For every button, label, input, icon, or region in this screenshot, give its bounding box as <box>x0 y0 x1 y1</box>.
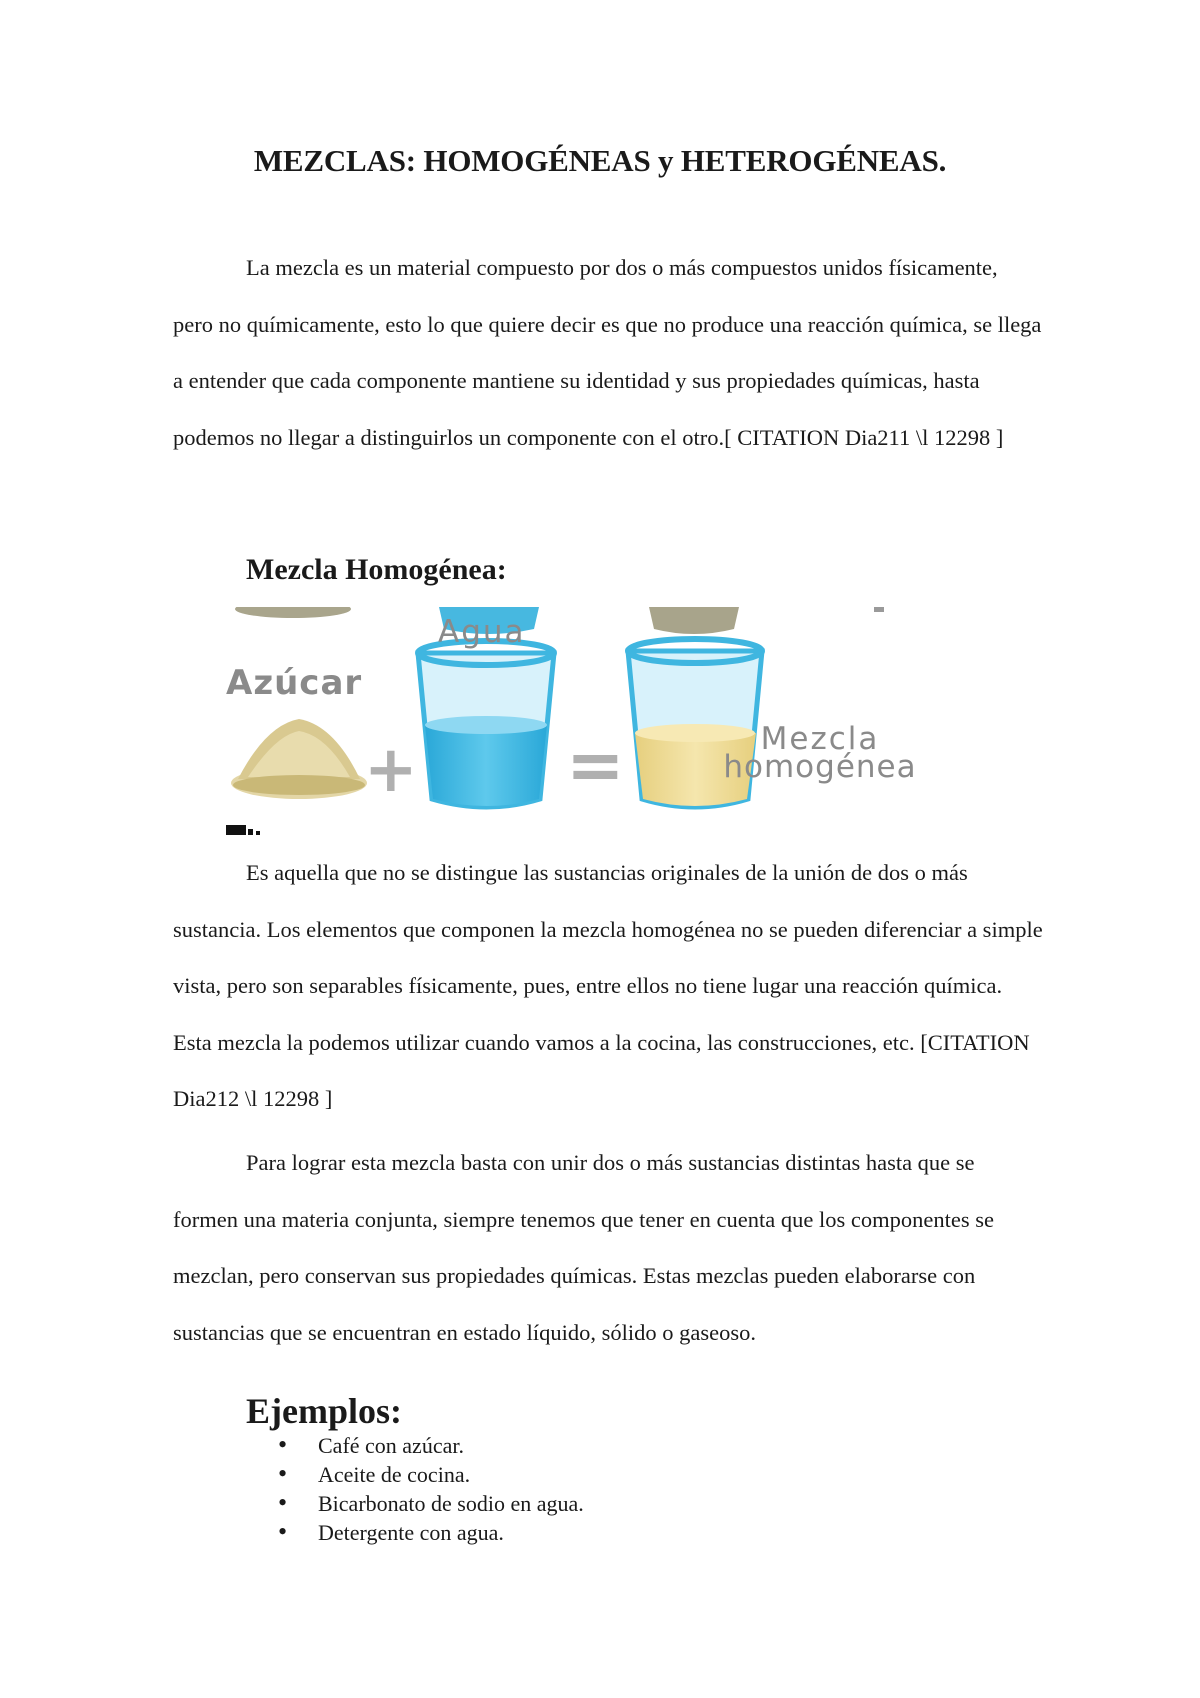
water-glass-icon <box>418 641 554 807</box>
intro-paragraph: La mezcla es un material compuesto por dos o más compuestos unidos físicamente, pero no químicamente, esto lo que quiere decir es que no produce una reacción química, se llega a entender que cada componente mantiene su identidad y sus propiedades químicas, hasta podemos no llegar a distinguirlos un componente con el otro.[ CITATION Dia211 \l 12298 ] <box>173 255 1042 450</box>
homogeneous-paragraph-1: Es aquella que no se distingue las sustancias originales de la unión de dos o más sustancia. Los elementos que componen la mezcla homogénea no se pueden diferenciar a simple vista, pero son separables físicamente, pues, entre ellos no tiene lugar una reacción química. Esta mezcla la podemos utilizar cuando vamos a la cocina, las construcciones, etc. [CITATION Dia212 \l 12298 ] <box>173 860 1043 1111</box>
section-heading-homogeneous: Mezcla Homogénea: <box>246 553 507 586</box>
examples-heading: Ejemplos: <box>246 1391 402 1431</box>
figure-label-water: Agua <box>438 614 526 650</box>
sugar-pile <box>231 719 367 799</box>
document-title: MEZCLAS: HOMOGÉNEAS y HETEROGÉNEAS. <box>253 143 947 178</box>
list-item: • Aceite de cocina. <box>276 1460 584 1489</box>
list-item: • Bicarbonato de sodio en agua. <box>276 1489 584 1518</box>
homogeneous-mixture-illustration <box>226 607 1004 835</box>
plus-sign: + <box>364 733 418 807</box>
list-item: • Detergente con agua. <box>276 1518 584 1547</box>
list-item: • Café con azúcar. <box>276 1431 584 1460</box>
equals-sign: = <box>566 724 625 806</box>
homogeneous-paragraph-2: Para lograr esta mezcla basta con unir dos o más sustancias distintas hasta que se formen una materia conjunta, siempre tenemos que tener en cuenta que los componentes se mezclan, pero conservan sus propiedades químicas. Estas mezclas pueden elaborarse con sustancias que se encuentran en estado líquido, sólido o gaseoso. <box>173 1150 994 1345</box>
figure-label-sugar: Azúcar <box>226 663 363 703</box>
figure-label-result-line2: homogénea <box>723 749 917 785</box>
figure-label-result-line1: Mezcla <box>760 721 880 757</box>
examples-list <box>276 1431 584 1547</box>
